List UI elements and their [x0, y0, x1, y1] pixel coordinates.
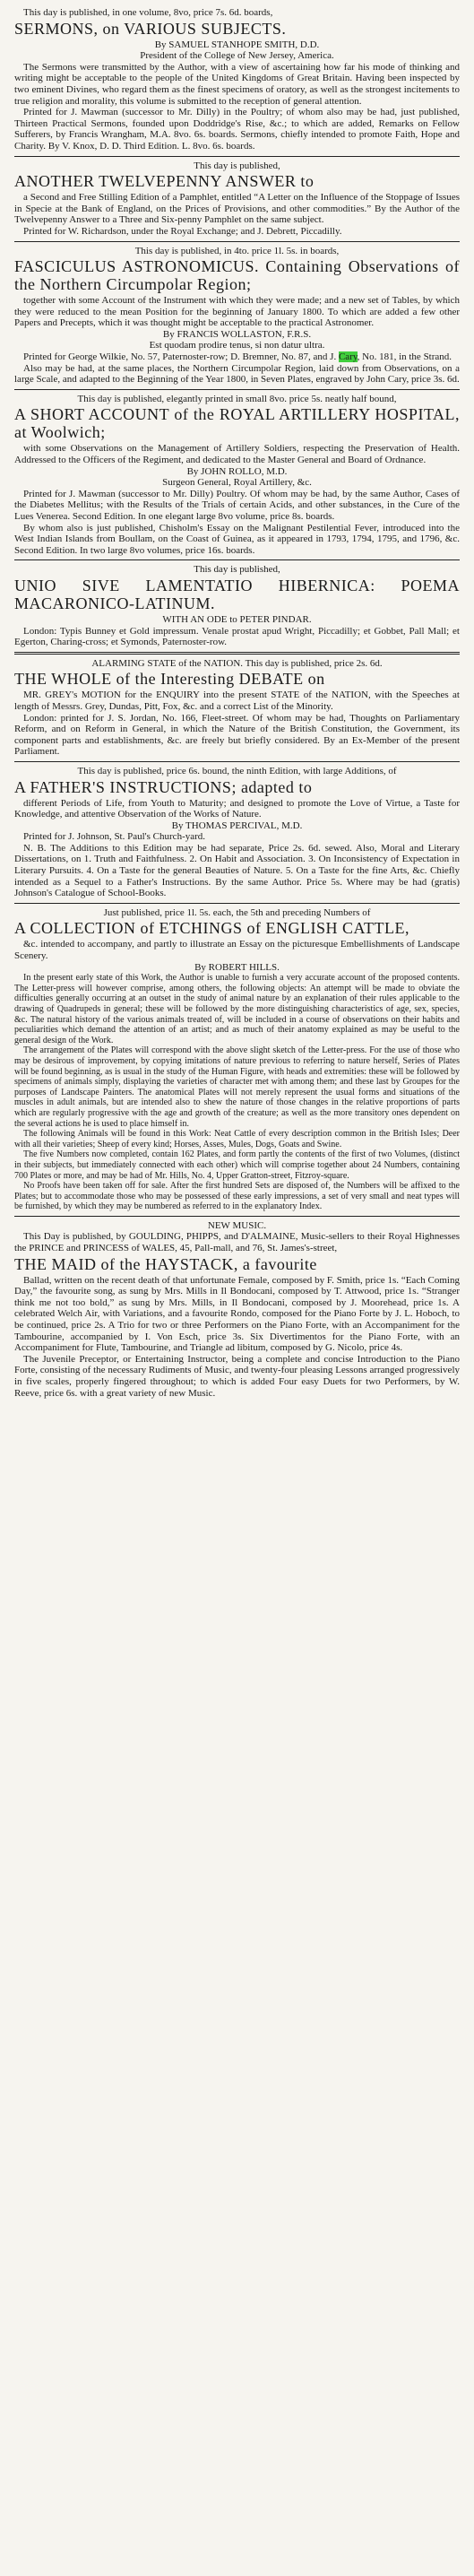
ad-body: This Day is published, by GOULDING, PHIPPS, and D'ALMAINE, Music-sellers to their Royal Highnesses the PRINCE and PRINCESS of WALES, 45, Pall-mall, and 76, St. James's-street,: [14, 1231, 460, 1254]
ad-intro: This day is published, in one volume, 8vo, price 7s. 6d. boards,: [23, 7, 273, 18]
ad-body: a Second and Free Stilling Edition of a Pamphlet, entitled “A Letter on the Influence of the Stoppage of Issues in Specie at the Bank of England, on the Prices of Provisions, and other commodities.” By the Author of the Twelvepenny Answer to a Three and Six-penny Pamphlet on the same subject.: [14, 192, 460, 226]
ad-extra-2: The Juvenile Preceptor, or Entertaining Instructor, being a complete and concise Introduction to the Piano Forte, consisting of the necessary Rudiments of Music, and twenty-four pleasing Lessons arranged progressively in five scales, properly fingered throughout; to which is added Four easy Duets for two Performers, by W. Reeve, price 6s. with a great variety of new Music.: [14, 1353, 460, 1399]
ad-author: By JOHN ROLLO, M.D.: [186, 465, 288, 477]
advertisement-royal-artillery: [14, 394, 460, 557]
highlighted-word: Cary: [338, 351, 358, 363]
ad-author: By SAMUEL STANHOPE SMITH, D.D.: [154, 39, 320, 50]
ad-body: with some Observations on the Management of Artillery Soldiers, respecting the Preservation of Health. Addressed to the Officers of the Regiment, and dedicated to the Master General and Board of Ordnance.: [14, 443, 460, 466]
ad-extra: Ballad, written on the recent death of that unfortunate Female, composed by F. Smith, price 1s. “Each Coming Day,” the favourite song, as sung by Mrs. Mills in Il Bondocani, composed by T. Attwood, price 1s. “Stranger think me not too bold,” as sung by Mrs. Mills, in Il Bondocani, composed by J. Moorehead, price 1s. A celebrated Welch Air, with Variations, and a favourite Rondo, composed for the Piano Forte by J. L. Hoboch, to be continued, price 2s. A Trio for two or three Performers on the Piano Forte, with an Accompaniment for the Tambourine, accompanied by I. Von Esch, price 3s. Six Divertimentos for the Piano Forte, with an Accompaniment for Flute, Tambourine, and Triangle ad libitum, composed by G. Nicolo, price 4s.: [14, 1274, 460, 1354]
ad-subtitle: WITH AN ODE to PETER PINDAR.: [162, 613, 312, 625]
advertisement-debate: [14, 658, 460, 758]
ad-extra-2: N. B. The Additions to this Edition may be had separate, Price 2s. 6d. sewed. Also, Moral and Literary Dissertations, on 1. Truth and Faithfulness. 2. On Habit and Association. 3. On Inconsistency of Expectation in Literary Pursuits. 4. On a Taste for the general Beauties of Nature. 5. On a Taste for the fine Arts, &c. Chiefly intended as a Sequel to a Father's Instructions. By the same Author. Price 5s. Where may be had (gratis) Johnson's Catalogue of School-Books.: [14, 842, 460, 899]
divider: [14, 156, 460, 157]
ad-extra: Printed for J. Johnson, St. Paul's Church-yard.: [23, 831, 206, 843]
divider: [14, 389, 460, 390]
advertisement-twelvepenny-answer: [14, 160, 460, 238]
ad-extra: Also may be had, at the same places, the Northern Circumpolar Region, laid down from Observations, on a large Scale, and adapted to the Beginning of the Year 1800, in Seven Plates, engraved by John Cary, price 3s. 6d.: [14, 362, 460, 386]
ad-title: UNIO SIVE LAMENTATIO HIBERNICA: POEMA MACARONICO-LATINUM.: [14, 576, 460, 612]
ad-extra: Printed for J. Mawman (successor to Mr. Dilly) in the Poultry; of whom also may be had, just published, Thirteen Practical Sermons, founded upon Doddridge's Rise, &c.; to which are added, Remarks on Fellow Sufferers, by Francis Wrangham, M.A. 8vo. 6s. boards. Sermons, chiefly intended to promote Faith, Hope and Charity. By V. Knox, D. D. Third Edition. L. 8vo. 6s. boards.: [14, 107, 460, 152]
ad-intro: This day is published, price 6s. bound, the ninth Edition, with large Additions, of: [77, 765, 397, 776]
ad-intro: ALARMING STATE of the NATION. This day is published, price 2s. 6d.: [91, 657, 383, 669]
ad-title: THE WHOLE of the Interesting DEBATE on: [14, 670, 325, 689]
ad-title: A FATHER'S INSTRUCTIONS; adapted to: [14, 777, 313, 796]
divider: [14, 559, 460, 560]
advertisement-fathers-instructions: [14, 766, 460, 899]
divider: [14, 652, 460, 655]
divider: [14, 1216, 460, 1217]
ad-extra: London: Typis Bunney et Gold impressum. Venale prostat apud Wright, Piccadilly; et Gobbet, Pall Mall; et Egerton, Charing-cross; et Symonds, Paternoster-row.: [14, 625, 460, 648]
divider: [14, 241, 460, 242]
ad-extra-2: By whom also is just published, Chisholm's Essay on the Malignant Pestilential Fever, introduced into the West Indian Islands from Boullam, on the Coast of Guinea, as it appeared in 1793, 1794, 1795, and 1796, &c. Second Edition. In two large 8vo volumes, price 16s. boards.: [14, 522, 460, 556]
ad-title: SERMONS, on VARIOUS SUBJECTS.: [14, 19, 287, 38]
ad-title: FASCICULUS ASTRONOMICUS. Containing Observations of the Northern Circumpolar Region;: [14, 257, 460, 294]
ad-title: ANOTHER TWELVEPENNY ANSWER to: [14, 172, 315, 191]
divider: [14, 761, 460, 762]
ad-body: MR. GREY's MOTION for the ENQUIRY into the present STATE of the NATION, with the Speeches at length of Messrs. Grey, Dundas, Pitt, Fox, &c. and a correct List of the Minority.: [14, 690, 460, 712]
ad-intro: Just published, price 1l. 5s. each, the 5th and preceding Numbers of: [103, 906, 371, 918]
ad-intro: NEW MUSIC.: [207, 1219, 267, 1231]
ad-extra: London: printed for J. S. Jordan, No. 166, Fleet-street. Of whom may be had, Thoughts on Parliamentary Reform, and on Reform in General, in which the Nature of the British Constitution, the Government, its component parts and establishments, &c. are freely but briefly considered. By an Ex-Member of the present Parliament.: [14, 712, 460, 758]
ad-extra-4: The five Numbers now completed, contain 162 Plates, and form partly the contents of the first of two Volumes, (distinct in their subjects, but immediately connected with each other) which will comprise together about 24 Numbers, containing 700 Plates or more, and may be had of Mr. Hills, No. 4, Upper Gratton-street, Fitzroy-square.: [14, 1149, 460, 1181]
advertisement-sermons: [14, 7, 460, 152]
ad-intro: This day is published,: [194, 564, 280, 576]
ad-motto: Est quodam prodire tenus, si non datur ultra.: [149, 340, 325, 351]
ad-extra-3: The following Animals will be found in this Work: Neat Cattle of every description common in the British Isles; Deer with all their varieties; Sheep of every kind; Horses, Asses, Mules, Dogs, Goats and Swine.: [14, 1129, 460, 1149]
ad-intro: This day is published,: [194, 160, 280, 171]
ad-title: A COLLECTION of ETCHINGS of ENGLISH CATTLE,: [14, 919, 409, 938]
ad-extra-5: No Proofs have been taken off for sale. After the first hundred Sets are disposed of, the Numbers will be affixed to the Plates; but to accommodate those who may be possessed of these early impressions, a set of very small and neat types will be furnished, by which they may be numbered as referred to in the explanatory Index.: [14, 1181, 460, 1212]
advertisement-new-music: [14, 1220, 460, 1399]
ad-printed-pre: Printed for George Wilkie, No. 57, Paternoster-row; D. Bremner, No. 87, and J.: [23, 351, 337, 363]
ad-printed-post: , No. 181, in the Strand.: [357, 351, 452, 363]
ad-body: The Sermons were transmitted by the Author, with a view of ascertaining how far his mode of thinking and writing might be acceptable to the people of the United Kingdoms of Great Britain. Having been inspected by two eminent Divines, who regard them as the finest specimens of oratory, as well as the strongest incitements to true religion and morality, this volume is submitted to the reception of general attention.: [14, 61, 460, 107]
advertisement-fasciculus: [14, 246, 460, 386]
advertisement-etchings: [14, 907, 460, 1212]
ad-body: &c. intended to accompany, and partly to illustrate an Essay on the picturesque Embellishments of Landscape Scenery.: [14, 939, 460, 962]
ad-author: By ROBERT HILLS.: [194, 961, 280, 973]
ad-extra-2: The arrangement of the Plates will correspond with the above slight sketch of the Letter-press. For the use of those who may be desirous of improvement, by copying imitations of nature previous to referring to nature herself, Series of Plates will be found beginning, as is usual in the study of the Human Figure, with heads and extremities: these will be followed by specimens of animals simply, displaying the varieties of character met with among them; and these last by Groupes for the purposes of Landscape Painters. The anatomical Plates will not merely represent the usual forms and situations of the muscles in adult animals, but are intended also to shew the nature of those changes in the relative proportions of parts which are regularly progressive with the age and growth of the creature; as well as the more transitory ones dependent on the several actions he is used to place himself in.: [14, 1045, 460, 1129]
ad-title: A SHORT ACCOUNT of the ROYAL ARTILLERY HOSPITAL, at Woolwich;: [14, 405, 460, 442]
ad-author: By THOMAS PERCIVAL, M.D.: [171, 820, 303, 831]
ad-extra: Printed for W. Richardson, under the Royal Exchange; and J. Debrett, Piccadilly.: [23, 225, 342, 237]
ad-body: together with some Account of the Instrument with which they were made; and a new set of Tables, by which they were reduced to the mean Position for the beginning of January 1800. To which are added a few other Papers and Precepts, which it was thought might be acceptable to the practical Astronomer.: [14, 295, 460, 329]
ad-printed-line: [14, 351, 460, 363]
ad-extra: Printed for J. Mawman (successor to Mr. Dilly) Poultry. Of whom may be had, by the same Author, Cases of the Diabetes Mellitus; with the Results of the Trials of certain Acids, and other substances, in the Cure of the Lues Venerea. Second Edition. In one elegant large 8vo volume, price 8s. boards.: [14, 488, 460, 522]
ad-body: different Periods of Life, from Youth to Maturity; and designed to promote the Love of Virtue, a Taste for Knowledge, and attentive Observation of the Works of Nature.: [14, 797, 460, 820]
ad-intro: This day is published, elegantly printed in small 8vo. price 5s. neatly half bound,: [77, 393, 397, 404]
ad-title: THE MAID of the HAYSTACK, a favourite: [14, 1254, 317, 1273]
divider: [14, 903, 460, 904]
ad-author: By FRANCIS WOLLASTON, F.R.S.: [162, 328, 312, 340]
ad-extra: In the present early state of this Work, the Author is unable to furnish a very accurate account of the proposed contents. The Letter-press will however comprise, among others, the following objects: An attempt will be made to obviate the difficulties generally occurring at an outset in the study of animal nature by an explanation of their rules applicable to the drawing of Quadrupeds in general; these will be followed by the more distinguishing characteristics of age, sex, species, &c. The natural history of the various animals treated of, will be included in a course of observations on their habits and peculiarities which demand the attention of an artist; and as much of their anatomy explained as may be useful to the general design of the Work.: [14, 973, 460, 1045]
ad-subtitle: Surgeon General, Royal Artillery, &c.: [162, 477, 312, 489]
advertisement-unio: [14, 564, 460, 647]
ad-subtitle: President of the College of New Jersey, America.: [140, 50, 334, 62]
ad-intro: This day is published, in 4to. price 1l. 5s. in boards,: [134, 245, 340, 256]
